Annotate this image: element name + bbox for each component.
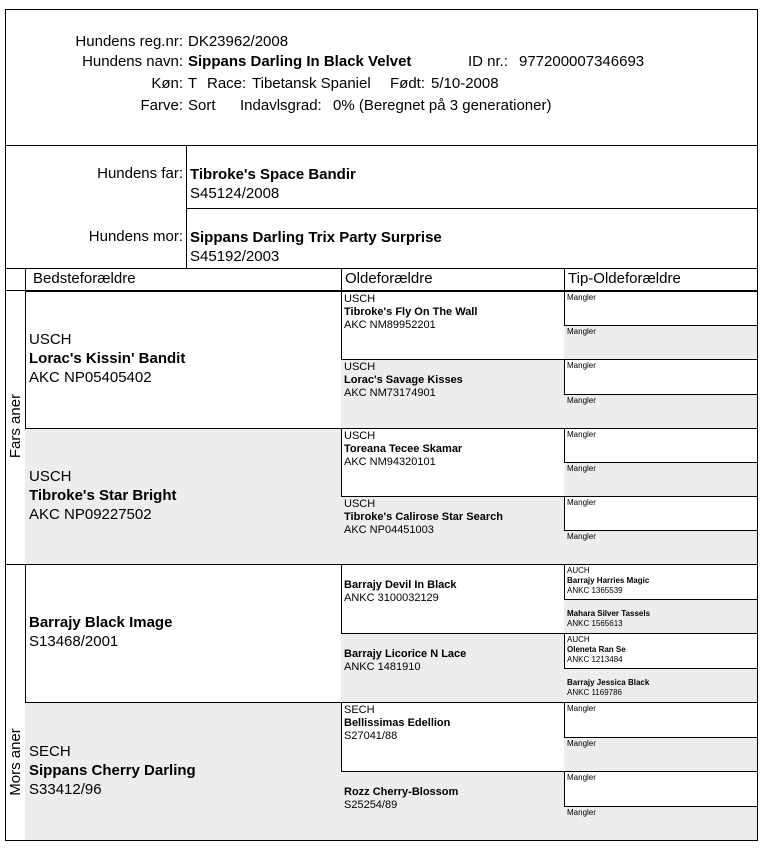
color-value: Sort (188, 97, 216, 114)
father-reg: S45124/2008 (190, 185, 280, 202)
race-label: Race: (207, 75, 247, 92)
great-grandparent-name: Rozz Cherry-Blossom (344, 786, 459, 798)
grandparent-title: SECH (29, 743, 71, 760)
col-great-great: Tip-Oldeforældre (568, 270, 681, 287)
great-great-cell (564, 325, 758, 359)
great-grandparent-text (344, 430, 462, 469)
great-great-cell (564, 359, 758, 394)
grandparent-cell (25, 291, 342, 428)
great-great-text (567, 464, 596, 474)
great-grandparent-title: USCH (344, 293, 376, 305)
great-great-title: Mangler (567, 430, 596, 439)
name-label: Hundens navn: (82, 53, 183, 70)
great-grandparent-cell (341, 291, 565, 359)
great-grandparent-reg: ANKC 3100032129 (344, 592, 439, 604)
great-grandparent-name: Barrajy Devil In Black (344, 579, 457, 591)
great-great-text (567, 609, 650, 629)
great-great-text (567, 498, 596, 508)
great-grandparent-cell (341, 771, 565, 840)
grandparent-cell (25, 428, 342, 564)
great-grandparent-title: USCH (344, 498, 376, 510)
great-grandparent-name: Toreana Tecee Skamar (344, 443, 463, 455)
born-value: 5/10-2008 (431, 75, 499, 92)
inbreeding-value: 0% (Beregnet på 3 generationer) (333, 97, 552, 114)
great-great-cell (564, 530, 758, 564)
grandparent-name: Lorac's Kissin' Bandit (29, 350, 186, 367)
father-name: Tibroke's Space Bandir (190, 166, 356, 183)
great-grandparent-text (344, 293, 477, 332)
great-grandparent-title: USCH (344, 361, 376, 373)
mother-reg: S45192/2003 (190, 248, 280, 265)
great-great-title: Mangler (567, 327, 596, 336)
great-great-title: AUCH (567, 566, 590, 575)
great-great-title: AUCH (567, 635, 590, 644)
great-grandparent-reg: ANKC 1481910 (344, 661, 421, 673)
great-great-text (567, 327, 596, 337)
great-great-cell (564, 633, 758, 668)
sex-value: T (188, 75, 198, 92)
race-value: Tibetansk Spaniel (252, 75, 371, 92)
father-label: Hundens far: (97, 165, 183, 182)
grandparent-reg: AKC NP09227502 (29, 506, 152, 523)
great-great-name: Barrajy Harries Magic (567, 576, 650, 585)
great-grandparent-reg: S27041/88 (344, 730, 398, 742)
great-great-cell (564, 428, 758, 462)
great-great-title: Mangler (567, 396, 596, 405)
great-grandparent-title: SECH (344, 704, 375, 716)
great-great-cell (564, 462, 758, 496)
great-great-text (567, 566, 649, 596)
great-grandparent-cell (341, 428, 565, 496)
great-great-title: Mangler (567, 498, 596, 507)
born-label: Født: (390, 75, 426, 92)
color-label: Farve: (140, 97, 183, 114)
mother-label: Hundens mor: (88, 228, 183, 245)
great-grandparent-name: Bellissimas Edellion (344, 717, 451, 729)
great-great-cell (564, 291, 758, 325)
great-great-title: Mangler (567, 773, 596, 782)
great-great-name: Oleneta Ran Se (567, 645, 626, 654)
grandparent-text (29, 467, 177, 524)
great-grandparent-name: Tibroke's Calirose Star Search (344, 511, 503, 523)
great-great-cell (564, 771, 758, 806)
great-great-title: Mangler (567, 704, 596, 713)
great-great-title: Mangler (567, 293, 596, 302)
great-great-cell (564, 496, 758, 530)
great-grandparent-name: Barrajy Licorice N Lace (344, 648, 467, 660)
great-great-reg: ANKC 1213484 (567, 655, 623, 664)
great-great-text (567, 430, 596, 440)
great-great-title: Mangler (567, 739, 596, 748)
col-divider-0 (25, 268, 26, 291)
side-label-mother: Mors aner (7, 728, 24, 796)
great-great-title: Mangler (567, 361, 596, 370)
great-great-text (567, 293, 596, 303)
great-grandparent-name: Lorac's Savage Kisses (344, 374, 463, 386)
inbreeding-label: Indavlsgrad: (240, 97, 322, 114)
great-great-cell (564, 702, 758, 737)
great-grandparent-reg: AKC NP04451003 (344, 524, 434, 536)
great-great-cell (564, 806, 758, 840)
great-great-cell (564, 599, 758, 633)
great-great-cell (564, 737, 758, 771)
great-grandparent-cell (341, 564, 565, 633)
great-great-name: Mahara Silver Tassels (567, 609, 651, 618)
great-great-text (567, 396, 596, 406)
grandparent-title: USCH (29, 331, 72, 348)
great-grandparent-cell (341, 359, 565, 428)
great-great-cell (564, 394, 758, 428)
reg-value: DK23962/2008 (188, 33, 289, 50)
great-grandparent-title: USCH (344, 430, 376, 442)
col-great-grandparents: Oldeforældre (345, 270, 433, 287)
id-value: 977200007346693 (519, 53, 645, 70)
id-label: ID nr.: (468, 53, 509, 70)
side-label-father: Fars aner (7, 393, 24, 459)
grandparent-text (29, 742, 196, 799)
great-grandparent-reg: AKC NM73174901 (344, 387, 436, 399)
great-grandparent-reg: S25254/89 (344, 799, 398, 811)
great-great-text (567, 773, 596, 783)
grandparent-reg: AKC NP05405402 (29, 369, 152, 386)
great-grandparent-cell (341, 702, 565, 771)
grandparent-name: Tibroke's Star Bright (29, 487, 177, 504)
great-grandparent-name: Tibroke's Fly On The Wall (344, 306, 478, 318)
grandparent-title: USCH (29, 468, 72, 485)
great-great-text (567, 361, 596, 371)
great-grandparent-text (344, 648, 466, 674)
great-grandparent-text (344, 786, 458, 812)
great-great-title: Mangler (567, 464, 596, 473)
great-grandparent-cell (341, 633, 565, 702)
mother-name: Sippans Darling Trix Party Surprise (190, 229, 442, 246)
grandparent-cell (25, 702, 342, 840)
grandparent-name: Barrajy Black Image (29, 614, 173, 631)
grandparent-reg: S13468/2001 (29, 633, 119, 650)
great-grandparent-cell (341, 496, 565, 564)
great-great-text (567, 532, 596, 542)
great-great-reg: ANKC 1365539 (567, 586, 623, 595)
great-great-text (567, 704, 596, 714)
sex-label: Køn: (151, 75, 183, 92)
great-great-text (567, 678, 649, 698)
dog-name: Sippans Darling In Black Velvet (188, 53, 412, 70)
great-great-reg: ANKC 1565613 (567, 619, 623, 628)
great-great-text (567, 739, 596, 749)
great-great-reg: ANKC 1169786 (567, 688, 622, 697)
col-grandparents: Bedsteforældre (33, 270, 136, 287)
great-grandparent-text (344, 361, 463, 400)
grandparent-cell (25, 564, 342, 702)
great-great-text (567, 635, 626, 665)
great-great-cell (564, 668, 758, 702)
great-grandparent-reg: AKC NM89952201 (344, 319, 436, 331)
great-great-title: Mangler (567, 532, 596, 541)
reg-label: Hundens reg.nr: (75, 33, 183, 50)
grandparent-text (29, 613, 172, 651)
great-grandparent-text (344, 579, 457, 605)
great-great-name: Barrajy Jessica Black (567, 678, 650, 687)
great-great-text (567, 808, 596, 818)
great-grandparent-text (344, 704, 450, 743)
grandparent-name: Sippans Cherry Darling (29, 762, 196, 779)
great-great-title: Mangler (567, 808, 596, 817)
grandparent-reg: S33412/96 (29, 781, 102, 798)
great-grandparent-text (344, 498, 503, 537)
grandparent-text (29, 330, 185, 387)
great-grandparent-reg: AKC NM94320101 (344, 456, 436, 468)
great-great-cell (564, 564, 758, 599)
